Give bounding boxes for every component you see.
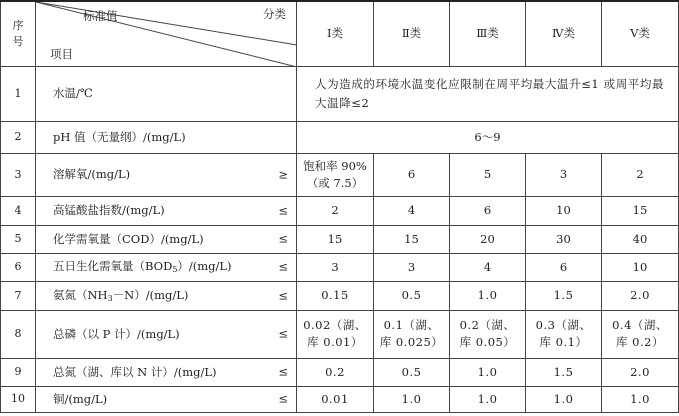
row-number: 9 xyxy=(1,358,36,386)
row-number: 10 xyxy=(1,386,36,412)
value-class-1: 饱和率 90% （或 7.5） xyxy=(297,153,374,196)
value-class-1: 2 xyxy=(297,196,374,225)
value-class-5: 15 xyxy=(602,196,679,225)
standard-label: 标准值 xyxy=(83,9,118,23)
item-name xyxy=(36,121,297,153)
value-class-3: 5 xyxy=(450,153,526,196)
value-class-2: 0.1（湖、 库 0.025） xyxy=(374,310,450,358)
value-class-2: 3 xyxy=(374,253,450,281)
comparison-symbol: ≤ xyxy=(278,326,288,341)
item-text: 五日生化需氧量（BOD xyxy=(53,259,173,274)
comparison-symbol: ≥ xyxy=(278,167,288,182)
class-header-1: Ⅰ类 xyxy=(297,1,374,66)
item-text: pH 值（无量纲）/(mg/L) xyxy=(53,129,186,144)
item-text-suffix: －N）/(mg/L) xyxy=(112,287,189,302)
row-number: 2 xyxy=(1,121,36,153)
table-row xyxy=(1,121,679,153)
item-text: 总氮（湖、库以 N 计）/(mg/L) xyxy=(53,364,217,379)
value-class-3: 4 xyxy=(450,253,526,281)
class-header-3: Ⅲ类 xyxy=(450,1,526,66)
value-class-4: 30 xyxy=(526,225,602,253)
row-number: 1 xyxy=(1,66,36,121)
item-name xyxy=(36,253,297,281)
comparison-symbol: ≤ xyxy=(278,259,288,274)
table-row xyxy=(1,281,679,310)
value-class-2: 15 xyxy=(374,225,450,253)
value-class-1: 0.02（湖、 库 0.01） xyxy=(297,310,374,358)
value-class-3: 1.0 xyxy=(450,358,526,386)
item-text: 化学需氧量（COD）/(mg/L) xyxy=(53,231,204,246)
table-row xyxy=(1,386,679,412)
item-name xyxy=(36,358,297,386)
value-class-1: 0.01 xyxy=(297,386,374,412)
value-class-2: 6 xyxy=(374,153,450,196)
value-class-2: 1.0 xyxy=(374,386,450,412)
table-row xyxy=(1,196,679,225)
value-class-5: 1.0 xyxy=(602,386,679,412)
table-row xyxy=(1,225,679,253)
value-class-1: 15 xyxy=(297,225,374,253)
table-row xyxy=(1,66,679,121)
value-class-1: 0.2 xyxy=(297,358,374,386)
class-header-5: Ⅴ类 xyxy=(602,1,679,66)
comparison-symbol: ≤ xyxy=(278,391,288,406)
item-text: 总磷（以 P 计）/(mg/L) xyxy=(53,326,180,341)
value-class-3: 1.0 xyxy=(450,386,526,412)
row-number: 8 xyxy=(1,310,36,358)
item-name xyxy=(36,281,297,310)
value-class-1: 0.15 xyxy=(297,281,374,310)
value-class-4: 10 xyxy=(526,196,602,225)
table-row xyxy=(1,358,679,386)
category-label: 分类 xyxy=(263,7,286,21)
diagonal-header-cell xyxy=(36,1,297,66)
comparison-symbol: ≤ xyxy=(278,364,288,379)
value-class-2: 0.5 xyxy=(374,358,450,386)
value-class-5: 2.0 xyxy=(602,358,679,386)
item-name xyxy=(36,196,297,225)
header-row xyxy=(1,1,679,66)
item-subscript: 3 xyxy=(107,293,113,303)
value-class-4: 1.5 xyxy=(526,281,602,310)
row-number: 7 xyxy=(1,281,36,310)
value-class-1: 3 xyxy=(297,253,374,281)
value-class-2: 0.5 xyxy=(374,281,450,310)
item-name xyxy=(36,310,297,358)
value-class-4: 1.0 xyxy=(526,386,602,412)
value-class-5: 2 xyxy=(602,153,679,196)
item-text: 水温/℃ xyxy=(53,86,93,101)
item-name xyxy=(36,225,297,253)
item-name xyxy=(36,386,297,412)
comparison-symbol: ≤ xyxy=(278,203,288,218)
value-class-4: 0.3（湖、 库 0.1） xyxy=(526,310,602,358)
seq-header: 序 号 xyxy=(1,1,36,66)
item-text: 氨氮（NH xyxy=(53,287,108,302)
class-header-2: Ⅱ类 xyxy=(374,1,450,66)
value-class-4: 6 xyxy=(526,253,602,281)
table-row xyxy=(1,310,679,358)
class-header-4: Ⅳ类 xyxy=(526,1,602,66)
diagonal-lines xyxy=(36,2,297,67)
item-text: 高锰酸盐指数/(mg/L) xyxy=(53,203,165,218)
row-number: 4 xyxy=(1,196,36,225)
value-class-4: 3 xyxy=(526,153,602,196)
value-class-5: 0.4（湖、 库 0.2） xyxy=(602,310,679,358)
comparison-symbol: ≤ xyxy=(278,231,288,246)
value-class-3: 6 xyxy=(450,196,526,225)
item-name xyxy=(36,66,297,121)
value-class-5: 10 xyxy=(602,253,679,281)
value-class-3: 20 xyxy=(450,225,526,253)
table-row xyxy=(1,153,679,196)
item-label: 项目 xyxy=(50,46,73,61)
value-class-3: 1.0 xyxy=(450,281,526,310)
item-text-suffix: ）/(mg/L) xyxy=(177,259,232,274)
span-value: 人为造成的环境水温变化应限制在周平均最大温升≤1 或周平均最大温降≤2 xyxy=(297,66,679,121)
span-value: 6～9 xyxy=(297,121,679,153)
item-text: 溶解氧/(mg/L) xyxy=(53,167,131,182)
row-number: 3 xyxy=(1,153,36,196)
item-text: 铜/(mg/L) xyxy=(53,391,108,406)
table-row xyxy=(1,253,679,281)
row-number: 6 xyxy=(1,253,36,281)
item-name xyxy=(36,153,297,196)
value-class-2: 4 xyxy=(374,196,450,225)
row-number: 5 xyxy=(1,225,36,253)
comparison-symbol: ≤ xyxy=(278,288,288,303)
value-class-4: 1.5 xyxy=(526,358,602,386)
value-class-5: 2.0 xyxy=(602,281,679,310)
item-subscript: 5 xyxy=(172,265,178,275)
value-class-3: 0.2（湖、 库 0.05） xyxy=(450,310,526,358)
value-class-5: 40 xyxy=(602,225,679,253)
